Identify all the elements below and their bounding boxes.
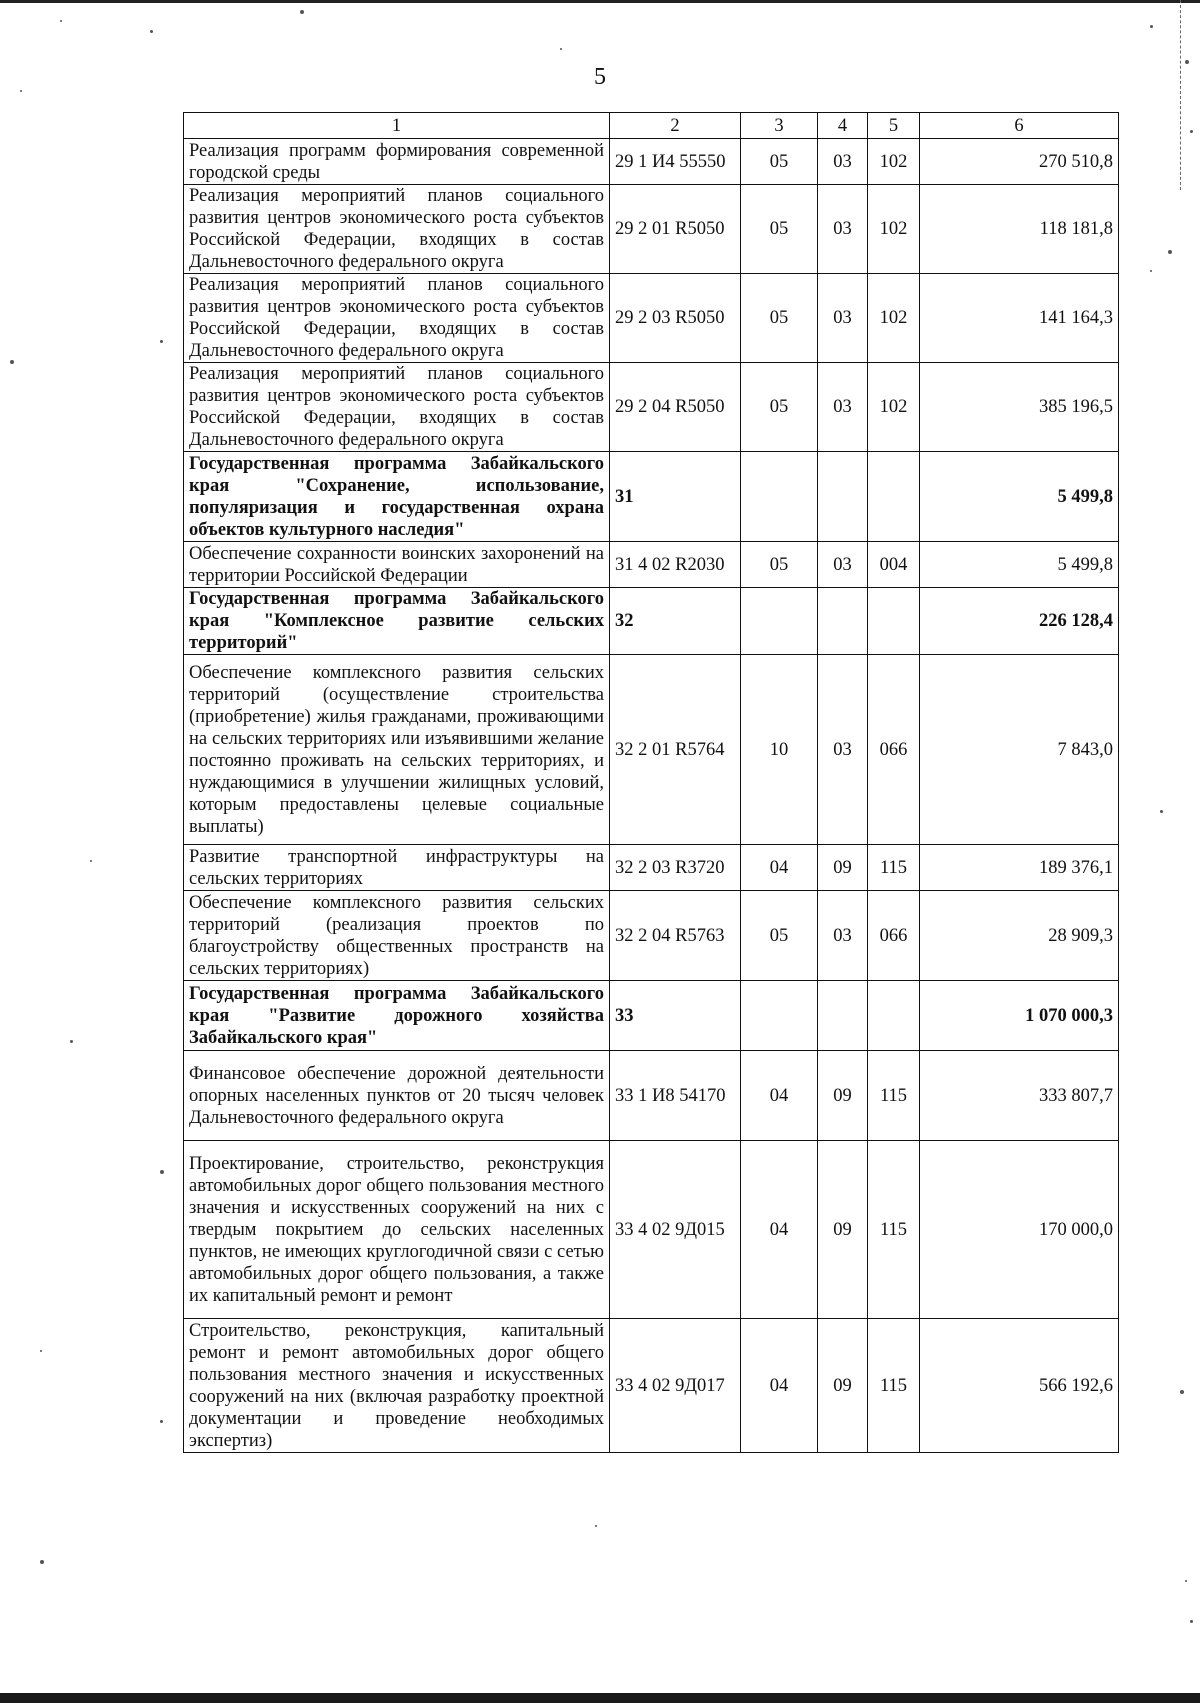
row-amount: 333 807,7	[920, 1051, 1119, 1141]
row-expense-type: 066	[868, 891, 920, 981]
row-section: 10	[741, 655, 818, 845]
scan-speck	[70, 1040, 73, 1043]
row-expense-type	[868, 452, 920, 542]
row-name: Реализация мероприятий планов социального развития центров экономического роста субъектов Российской Федерации, входящих в состав Дальневосточного федерального округа	[184, 274, 610, 363]
row-section: 04	[741, 1141, 818, 1319]
row-section: 05	[741, 542, 818, 588]
scan-speck	[20, 90, 22, 92]
row-expense-type: 004	[868, 542, 920, 588]
scan-speck	[1185, 1580, 1187, 1582]
row-section	[741, 452, 818, 542]
row-name: Государственная программа Забайкальского края "Развитие дорожного хозяйства Забайкальского края"	[184, 981, 610, 1051]
row-amount: 226 128,4	[920, 588, 1119, 655]
table-row	[184, 274, 1119, 363]
row-amount: 141 164,3	[920, 274, 1119, 363]
row-code: 32 2 04 R5763	[610, 891, 741, 981]
row-expense-type: 102	[868, 139, 920, 185]
row-section	[741, 981, 818, 1051]
row-code: 33 1 И8 54170	[610, 1051, 741, 1141]
scan-speck	[40, 1560, 44, 1564]
scan-speck	[1185, 60, 1189, 64]
row-subsection: 09	[818, 1141, 868, 1319]
scan-speck	[1168, 250, 1172, 254]
row-subsection: 03	[818, 542, 868, 588]
row-expense-type: 115	[868, 1141, 920, 1319]
row-expense-type: 102	[868, 363, 920, 452]
row-amount: 385 196,5	[920, 363, 1119, 452]
scan-speck	[160, 340, 163, 343]
row-subsection: 09	[818, 845, 868, 891]
scan-speck	[1160, 810, 1163, 813]
row-amount: 118 181,8	[920, 185, 1119, 274]
row-name: Проектирование, строительство, реконструкция автомобильных дорог общего пользования местного значения и искусственных сооружений на них с твердым покрытием до сельских населенных пунктов, не имеющих круглогодичной связи с сетью автомобильных дорог общего пользования, а также их капитальный ремонт и ремонт	[184, 1141, 610, 1319]
scan-margin-marks	[1180, 0, 1195, 190]
row-name: Реализация программ формирования современной городской среды	[184, 139, 610, 185]
row-name: Реализация мероприятий планов социального развития центров экономического роста субъектов Российской Федерации, входящих в состав Дальневосточного федерального округа	[184, 363, 610, 452]
row-expense-type: 066	[868, 655, 920, 845]
scan-speck	[560, 48, 562, 50]
table-header-row	[184, 113, 1119, 139]
row-code: 33 4 02 9Д017	[610, 1319, 741, 1453]
row-code: 29 2 01 R5050	[610, 185, 741, 274]
table-row	[184, 845, 1119, 891]
row-code: 29 2 04 R5050	[610, 363, 741, 452]
row-code: 31 4 02 R2030	[610, 542, 741, 588]
scan-speck	[150, 30, 153, 33]
row-name: Реализация мероприятий планов социального развития центров экономического роста субъектов Российской Федерации, входящих в состав Дальневосточного федерального округа	[184, 185, 610, 274]
row-code: 29 1 И4 55550	[610, 139, 741, 185]
row-code: 33	[610, 981, 741, 1051]
row-amount: 5 499,8	[920, 542, 1119, 588]
page-number: 5	[594, 64, 606, 90]
scan-speck	[1190, 1620, 1193, 1623]
row-amount: 566 192,6	[920, 1319, 1119, 1453]
row-section: 04	[741, 1051, 818, 1141]
scan-speck	[160, 1170, 164, 1174]
program-row	[184, 452, 1119, 542]
row-section: 04	[741, 1319, 818, 1453]
row-amount: 170 000,0	[920, 1141, 1119, 1319]
table-row	[184, 139, 1119, 185]
table-row	[184, 185, 1119, 274]
row-expense-type: 102	[868, 185, 920, 274]
scan-speck	[1180, 1390, 1184, 1394]
row-expense-type	[868, 588, 920, 655]
header-col-3: 3	[741, 113, 818, 139]
table-row	[184, 1051, 1119, 1141]
scan-speck	[595, 1525, 597, 1527]
row-amount: 5 499,8	[920, 452, 1119, 542]
row-name: Государственная программа Забайкальского края "Комплексное развитие сельских территорий"	[184, 588, 610, 655]
scan-speck	[1190, 130, 1193, 133]
row-expense-type: 115	[868, 845, 920, 891]
header-col-4: 4	[818, 113, 868, 139]
row-subsection	[818, 981, 868, 1051]
row-expense-type: 115	[868, 1319, 920, 1453]
scan-speck	[1150, 270, 1152, 272]
header-col-2: 2	[610, 113, 741, 139]
row-name: Строительство, реконструкция, капитальный ремонт и ремонт автомобильных дорог общего пользования местного значения и искусственных сооружений на них (включая разработку проектной документации и проведение необходимых экспертиз)	[184, 1319, 610, 1453]
row-subsection: 03	[818, 891, 868, 981]
scan-speck	[160, 1420, 163, 1423]
row-expense-type: 102	[868, 274, 920, 363]
row-amount: 7 843,0	[920, 655, 1119, 845]
header-col-5: 5	[868, 113, 920, 139]
row-amount: 189 376,1	[920, 845, 1119, 891]
scan-speck	[10, 360, 14, 364]
row-name: Государственная программа Забайкальского края "Сохранение, использование, популяризация и государственная охрана объектов культурного наследия"	[184, 452, 610, 542]
row-code: 29 2 03 R5050	[610, 274, 741, 363]
row-subsection	[818, 588, 868, 655]
row-name: Финансовое обеспечение дорожной деятельности опорных населенных пунктов от 20 тысяч человек Дальневосточного федерального округа	[184, 1051, 610, 1141]
row-amount: 1 070 000,3	[920, 981, 1119, 1051]
scan-speck	[300, 10, 304, 14]
row-name: Обеспечение комплексного развития сельских территорий (реализация проектов по благоустройству общественных пространств на сельских территориях)	[184, 891, 610, 981]
row-subsection	[818, 452, 868, 542]
table-row	[184, 1319, 1119, 1453]
row-name: Обеспечение сохранности воинских захоронений на территории Российской Федерации	[184, 542, 610, 588]
row-name: Обеспечение комплексного развития сельских территорий (осуществление строительства (приобретение) жилья гражданами, проживающими на сельских территориях или изъявившими желание постоянно проживать на сельских территориях, и нуждающимися в улучшении жилищных условий, которым предоставлены целевые социальные выплаты)	[184, 655, 610, 845]
row-expense-type	[868, 981, 920, 1051]
row-code: 32	[610, 588, 741, 655]
top-scan-edge	[0, 0, 1200, 3]
row-amount: 28 909,3	[920, 891, 1119, 981]
row-subsection: 09	[818, 1319, 868, 1453]
table-row	[184, 891, 1119, 981]
row-section: 05	[741, 274, 818, 363]
program-row	[184, 588, 1119, 655]
table-row	[184, 655, 1119, 845]
row-subsection: 03	[818, 185, 868, 274]
row-section: 05	[741, 139, 818, 185]
row-section: 05	[741, 891, 818, 981]
scan-speck	[90, 860, 92, 862]
scan-speck	[1150, 25, 1153, 28]
row-code: 32 2 03 R3720	[610, 845, 741, 891]
row-amount: 270 510,8	[920, 139, 1119, 185]
row-name: Развитие транспортной инфраструктуры на сельских территориях	[184, 845, 610, 891]
row-expense-type: 115	[868, 1051, 920, 1141]
row-subsection: 03	[818, 139, 868, 185]
budget-table	[183, 112, 1119, 1453]
row-code: 31	[610, 452, 741, 542]
scan-speck	[60, 20, 62, 22]
row-section: 04	[741, 845, 818, 891]
bottom-scan-edge	[0, 1693, 1200, 1703]
row-section: 05	[741, 185, 818, 274]
table-row	[184, 542, 1119, 588]
header-col-1: 1	[184, 113, 610, 139]
row-code: 33 4 02 9Д015	[610, 1141, 741, 1319]
header-col-6: 6	[920, 113, 1119, 139]
row-subsection: 03	[818, 363, 868, 452]
table-row	[184, 1141, 1119, 1319]
program-row	[184, 981, 1119, 1051]
row-section: 05	[741, 363, 818, 452]
row-section	[741, 588, 818, 655]
row-subsection: 09	[818, 1051, 868, 1141]
row-subsection: 03	[818, 274, 868, 363]
row-code: 32 2 01 R5764	[610, 655, 741, 845]
row-subsection: 03	[818, 655, 868, 845]
table-row	[184, 363, 1119, 452]
scan-speck	[40, 1350, 42, 1352]
